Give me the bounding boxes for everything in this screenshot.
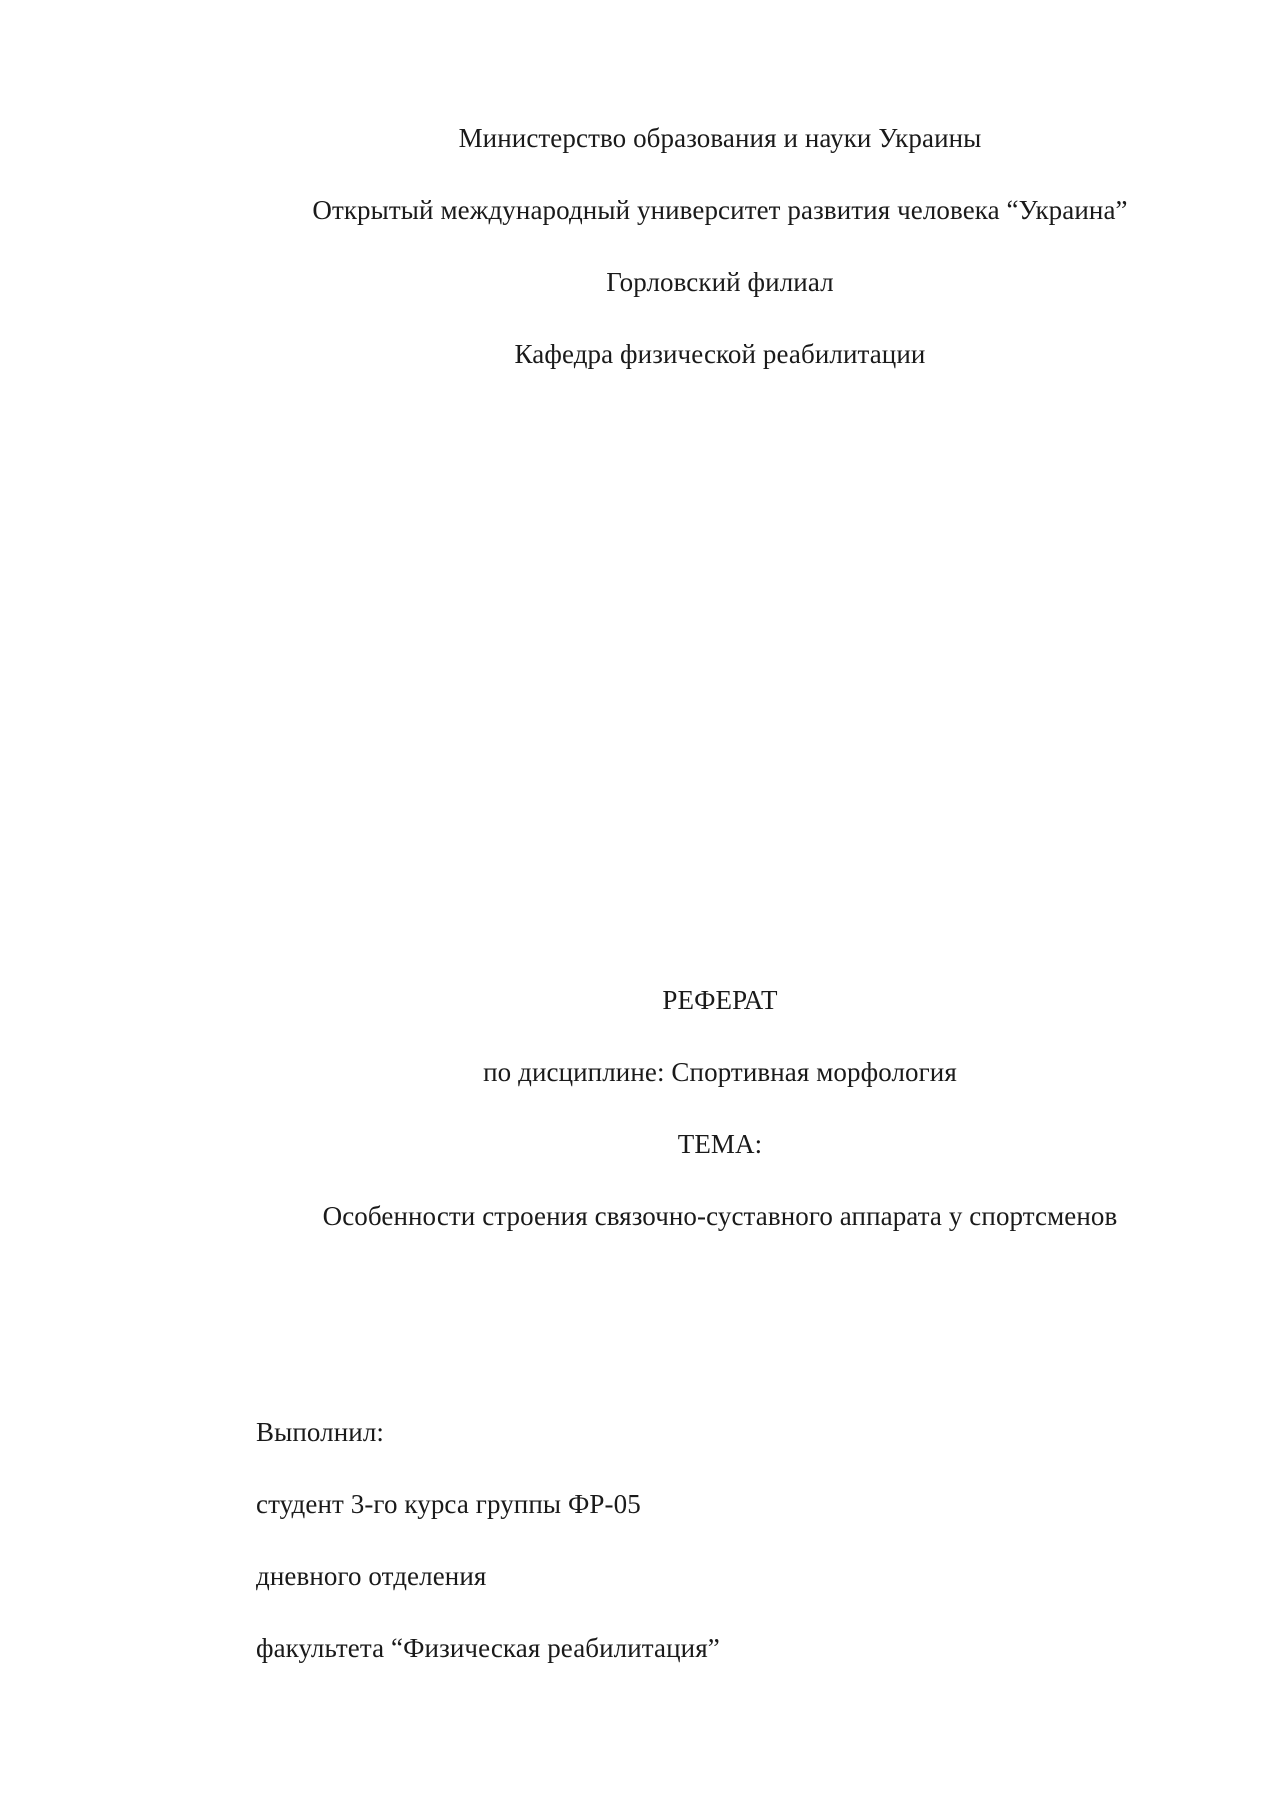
document-type-title: РЕФЕРАТ [662,985,778,1015]
student-info: студент 3-го курса группы ФР-05 [256,1489,641,1519]
study-form: дневного отделения [256,1561,487,1591]
department-heading: Кафедра физической реабилитации [514,339,926,369]
branch-heading: Горловский филиал [606,267,834,297]
ministry-heading: Министерство образования и науки Украины [458,123,982,153]
performed-by-label: Выполнил: [256,1417,384,1447]
topic-label: ТЕМА: [677,1129,763,1159]
faculty-info: факультета “Физическая реабилитация” [256,1633,720,1663]
discipline-line: по дисциплине: Спортивная морфология [483,1057,957,1087]
topic-title: Особенности строения связочно-суставного аппарата у спортсменов [322,1201,1118,1231]
university-heading: Открытый международный университет развития человека “Украина” [312,195,1128,225]
